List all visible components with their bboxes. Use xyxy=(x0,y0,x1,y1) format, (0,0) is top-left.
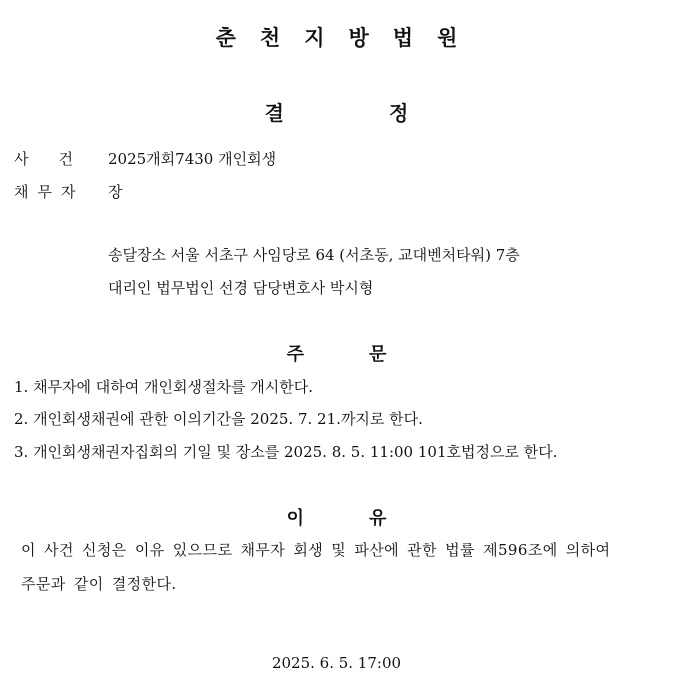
reason-text-line: 주문과 같이 결정한다. xyxy=(21,575,177,593)
case-label: 사건 xyxy=(14,150,103,168)
order-heading: 주문 xyxy=(286,344,452,365)
service-address: 송달장소 서울 서초구 사임당로 64 (서초동, 교대벤처타워) 7층 xyxy=(108,246,520,264)
reason-text-line: 이 사건 신청은 이유 있으므로 채무자 회생 및 파산에 관한 법률 제596조에 의하여 xyxy=(21,541,611,559)
debtor-label: 채무자 xyxy=(14,183,85,201)
order-item: 2. 개인회생채권에 관한 이의기간을 2025. 7. 21.까지로 한다. xyxy=(14,410,423,428)
reason-heading: 이유 xyxy=(286,508,452,529)
legal-representative: 대리인 법무법인 선경 담당변호사 박시형 xyxy=(108,279,374,297)
order-item: 1. 채무자에 대하여 개인회생절차를 개시한다. xyxy=(14,378,313,396)
decision-date: 2025. 6. 5. 17:00 xyxy=(271,654,402,672)
debtor-name: 장 xyxy=(108,183,123,201)
document-title: 결정 xyxy=(264,101,514,125)
order-item: 3. 개인회생채권자집회의 기일 및 장소를 2025. 8. 5. 11:00 101호법정으로 한다. xyxy=(14,443,558,461)
case-number: 2025개회7430 개인회생 xyxy=(108,150,277,168)
court-name: 춘천지방법원 xyxy=(215,26,482,50)
